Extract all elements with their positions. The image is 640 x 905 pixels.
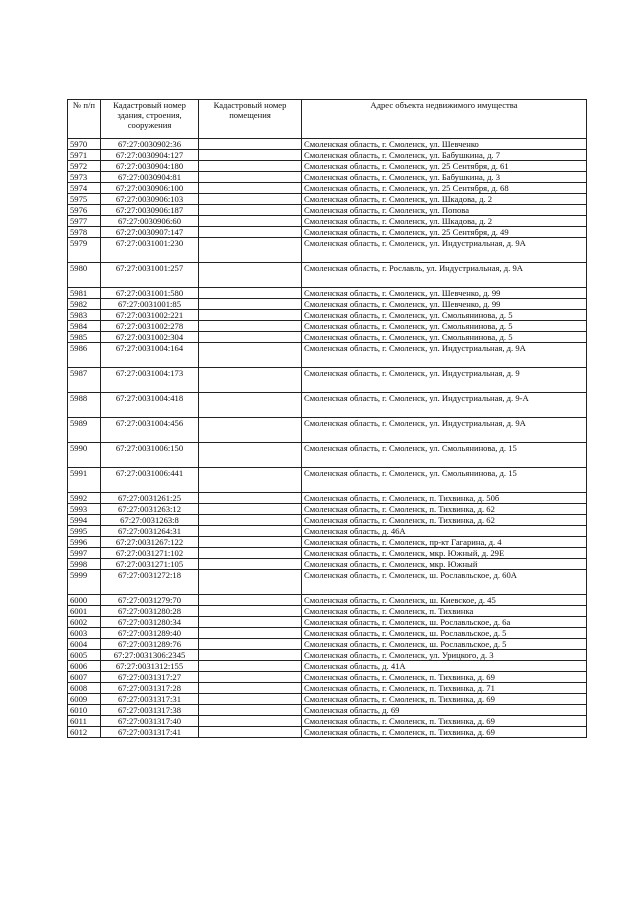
table-row xyxy=(68,238,587,263)
row-number: 5985 xyxy=(68,332,101,343)
cadastral-room-number xyxy=(199,418,302,443)
header-num: № п/п xyxy=(68,100,101,139)
row-number: 5995 xyxy=(68,526,101,537)
cadastral-room-number xyxy=(199,172,302,183)
table-row xyxy=(68,332,587,343)
cadastral-room-number xyxy=(199,727,302,738)
cadastral-building-number: 67:27:0031272:18 xyxy=(101,570,199,595)
cadastral-room-number xyxy=(199,238,302,263)
object-address: Смоленская область, г. Смоленск, ул. Бабушкина, д. 7 xyxy=(302,150,587,161)
object-address: Смоленская область, г. Смоленск, ул. Индустриальная, д. 9А xyxy=(302,418,587,443)
row-number: 5998 xyxy=(68,559,101,570)
cadastral-building-number: 67:27:0031280:34 xyxy=(101,617,199,628)
object-address: Смоленская область, г. Смоленск, ул. Смольянинова, д. 5 xyxy=(302,321,587,332)
cadastral-building-number: 67:27:0031271:105 xyxy=(101,559,199,570)
row-number: 5975 xyxy=(68,194,101,205)
cadastral-building-number: 67:27:0031004:456 xyxy=(101,418,199,443)
cadastral-building-number: 67:27:0030902:36 xyxy=(101,139,199,150)
cadastral-room-number xyxy=(199,515,302,526)
object-address: Смоленская область, г. Смоленск, п. Тихвинка, д. 69 xyxy=(302,672,587,683)
row-number: 5986 xyxy=(68,343,101,368)
cadastral-room-number xyxy=(199,194,302,205)
cadastral-building-number: 67:27:0031306:2345 xyxy=(101,650,199,661)
cadastral-building-number: 67:27:0031317:28 xyxy=(101,683,199,694)
cadastral-building-number: 67:27:0030904:127 xyxy=(101,150,199,161)
object-address: Смоленская область, г. Смоленск, ул. Бабушкина, д. 3 xyxy=(302,172,587,183)
table-row xyxy=(68,727,587,738)
cadastral-building-number: 67:27:0031004:418 xyxy=(101,393,199,418)
row-number: 6011 xyxy=(68,716,101,727)
cadastral-building-number: 67:27:0030906:187 xyxy=(101,205,199,216)
cadastral-building-number: 67:27:0031263:8 xyxy=(101,515,199,526)
row-number: 5978 xyxy=(68,227,101,238)
table-row xyxy=(68,161,587,172)
table-row xyxy=(68,343,587,368)
row-number: 5988 xyxy=(68,393,101,418)
row-number: 5973 xyxy=(68,172,101,183)
cadastral-building-number: 67:27:0031002:304 xyxy=(101,332,199,343)
cadastral-building-number: 67:27:0031001:257 xyxy=(101,263,199,288)
table-row xyxy=(68,393,587,418)
object-address: Смоленская область, г. Смоленск, ул. 25 Сентября, д. 61 xyxy=(302,161,587,172)
cadastral-room-number xyxy=(199,628,302,639)
row-number: 5990 xyxy=(68,443,101,468)
cadastral-room-number xyxy=(199,321,302,332)
row-number: 5981 xyxy=(68,288,101,299)
table-row xyxy=(68,183,587,194)
table-row xyxy=(68,493,587,504)
table-row xyxy=(68,515,587,526)
cadastral-building-number: 67:27:0030906:60 xyxy=(101,216,199,227)
row-number: 5999 xyxy=(68,570,101,595)
object-address: Смоленская область, г. Смоленск, ул. Индустриальная, д. 9А xyxy=(302,343,587,368)
row-number: 5972 xyxy=(68,161,101,172)
cadastral-room-number xyxy=(199,368,302,393)
table-row xyxy=(68,570,587,595)
cadastral-room-number xyxy=(199,139,302,150)
cadastral-building-number: 67:27:0031001:85 xyxy=(101,299,199,310)
cadastral-building-number: 67:27:0031317:38 xyxy=(101,705,199,716)
cadastral-room-number xyxy=(199,650,302,661)
object-address: Смоленская область, г. Смоленск, ул. 25 Сентября, д. 49 xyxy=(302,227,587,238)
row-number: 5983 xyxy=(68,310,101,321)
cadastral-room-number xyxy=(199,332,302,343)
object-address: Смоленская область, г. Смоленск, п. Тихвинка, д. 69 xyxy=(302,716,587,727)
object-address: Смоленская область, г. Смоленск, ул. Попова xyxy=(302,205,587,216)
cadastral-building-number: 67:27:0031264:31 xyxy=(101,526,199,537)
object-address: Смоленская область, г. Смоленск, ш. Рославльское, д. 5 xyxy=(302,628,587,639)
cadastral-building-number: 67:27:0031312:155 xyxy=(101,661,199,672)
cadastral-room-number xyxy=(199,716,302,727)
cadastral-room-number xyxy=(199,504,302,515)
table-row xyxy=(68,172,587,183)
object-address: Смоленская область, г. Смоленск, ул. Индустриальная, д. 9А xyxy=(302,238,587,263)
cadastral-building-number: 67:27:0030904:81 xyxy=(101,172,199,183)
row-number: 5980 xyxy=(68,263,101,288)
table-row xyxy=(68,606,587,617)
object-address: Смоленская область, г. Смоленск, ул. Шевченко, д. 99 xyxy=(302,299,587,310)
table-row xyxy=(68,559,587,570)
cadastral-room-number xyxy=(199,617,302,628)
cadastral-building-number: 67:27:0030906:100 xyxy=(101,183,199,194)
row-number: 6004 xyxy=(68,639,101,650)
cadastral-building-number: 67:27:0031004:164 xyxy=(101,343,199,368)
table-row xyxy=(68,526,587,537)
cadastral-room-number xyxy=(199,310,302,321)
row-number: 5976 xyxy=(68,205,101,216)
table-row xyxy=(68,443,587,468)
row-number: 6012 xyxy=(68,727,101,738)
object-address: Смоленская область, г. Рославль, ул. Индустриальная, д. 9А xyxy=(302,263,587,288)
cadastral-room-number xyxy=(199,263,302,288)
table-row xyxy=(68,537,587,548)
row-number: 5984 xyxy=(68,321,101,332)
cadastral-building-number: 67:27:0031271:102 xyxy=(101,548,199,559)
object-address: Смоленская область, г. Смоленск, ул. Смольянинова, д. 5 xyxy=(302,332,587,343)
table-row xyxy=(68,368,587,393)
object-address: Смоленская область, г. Смоленск, ш. Рославльское, д. 60А xyxy=(302,570,587,595)
row-number: 5971 xyxy=(68,150,101,161)
cadastral-room-number xyxy=(199,343,302,368)
table-row xyxy=(68,705,587,716)
cadastral-building-number: 67:27:0030906:103 xyxy=(101,194,199,205)
table-row xyxy=(68,288,587,299)
cadastral-building-number: 67:27:0031261:25 xyxy=(101,493,199,504)
object-address: Смоленская область, г. Смоленск, п. Тихвинка, д. 50б xyxy=(302,493,587,504)
cadastral-room-number xyxy=(199,672,302,683)
cadastral-room-number xyxy=(199,595,302,606)
cadastral-building-number: 67:27:0030907:147 xyxy=(101,227,199,238)
table-row xyxy=(68,694,587,705)
row-number: 5997 xyxy=(68,548,101,559)
cadastral-room-number xyxy=(199,216,302,227)
object-address: Смоленская область, г. Смоленск, ул. Смольянинова, д. 15 xyxy=(302,443,587,468)
table-row xyxy=(68,716,587,727)
object-address: Смоленская область, г. Смоленск, ул. Шкадова, д. 2 xyxy=(302,194,587,205)
row-number: 5989 xyxy=(68,418,101,443)
row-number: 6002 xyxy=(68,617,101,628)
object-address: Смоленская область, г. Смоленск, ул. Шевченко xyxy=(302,139,587,150)
header-cadastral-room: Кадастровый номер помещения xyxy=(199,100,302,139)
row-number: 6006 xyxy=(68,661,101,672)
object-address: Смоленская область, г. Смоленск, ш. Рославльское, д. 5 xyxy=(302,639,587,650)
cadastral-building-number: 67:27:0031002:278 xyxy=(101,321,199,332)
cadastral-building-number: 67:27:0031263:12 xyxy=(101,504,199,515)
cadastral-room-number xyxy=(199,299,302,310)
cadastral-room-number xyxy=(199,227,302,238)
cadastral-room-number xyxy=(199,548,302,559)
object-address: Смоленская область, г. Смоленск, ул. Шкадова, д. 2 xyxy=(302,216,587,227)
object-address: Смоленская область, г. Смоленск, п. Тихвинка, д. 71 xyxy=(302,683,587,694)
object-address: Смоленская область, г. Смоленск, ш. Рославльское, д. 6а xyxy=(302,617,587,628)
row-number: 5977 xyxy=(68,216,101,227)
row-number: 5996 xyxy=(68,537,101,548)
header-address: Адрес объекта недвижимого имущества xyxy=(302,100,587,139)
row-number: 5982 xyxy=(68,299,101,310)
object-address: Смоленская область, г. Смоленск, п. Тихвинка xyxy=(302,606,587,617)
table-row xyxy=(68,617,587,628)
object-address: Смоленская область, г. Смоленск, ул. Смольянинова, д. 5 xyxy=(302,310,587,321)
cadastral-building-number: 67:27:0031006:150 xyxy=(101,443,199,468)
table-row xyxy=(68,639,587,650)
table-row xyxy=(68,299,587,310)
table-row xyxy=(68,139,587,150)
header-row xyxy=(68,100,587,139)
table-body xyxy=(68,139,587,738)
object-address: Смоленская область, г. Смоленск, ул. Смольянинова, д. 15 xyxy=(302,468,587,493)
table-row xyxy=(68,418,587,443)
cadastral-room-number xyxy=(199,570,302,595)
cadastral-room-number xyxy=(199,205,302,216)
object-address: Смоленская область, д. 69 xyxy=(302,705,587,716)
cadastral-building-number: 67:27:0031317:41 xyxy=(101,727,199,738)
object-address: Смоленская область, д. 46А xyxy=(302,526,587,537)
row-number: 5970 xyxy=(68,139,101,150)
object-address: Смоленская область, г. Смоленск, п. Тихвинка, д. 69 xyxy=(302,727,587,738)
table-row xyxy=(68,216,587,227)
cadastral-room-number xyxy=(199,493,302,504)
table-row xyxy=(68,310,587,321)
row-number: 6009 xyxy=(68,694,101,705)
table-row xyxy=(68,548,587,559)
cadastral-room-number xyxy=(199,559,302,570)
cadastral-room-number xyxy=(199,683,302,694)
table-row xyxy=(68,683,587,694)
cadastral-room-number xyxy=(199,393,302,418)
cadastral-building-number: 67:27:0031289:76 xyxy=(101,639,199,650)
cadastral-room-number xyxy=(199,537,302,548)
cadastral-room-number xyxy=(199,639,302,650)
cadastral-building-number: 67:27:0030904:180 xyxy=(101,161,199,172)
cadastral-room-number xyxy=(199,606,302,617)
cadastral-building-number: 67:27:0031279:70 xyxy=(101,595,199,606)
object-address: Смоленская область, г. Смоленск, п. Тихвинка, д. 62 xyxy=(302,515,587,526)
cadastral-room-number xyxy=(199,661,302,672)
table-row xyxy=(68,321,587,332)
cadastral-building-number: 67:27:0031001:580 xyxy=(101,288,199,299)
table-row xyxy=(68,661,587,672)
table-row xyxy=(68,468,587,493)
row-number: 5992 xyxy=(68,493,101,504)
table-row xyxy=(68,205,587,216)
cadastral-room-number xyxy=(199,183,302,194)
row-number: 5991 xyxy=(68,468,101,493)
cadastral-building-number: 67:27:0031289:40 xyxy=(101,628,199,639)
registry-table xyxy=(67,99,587,738)
object-address: Смоленская область, г. Смоленск, пр-кт Гагарина, д. 4 xyxy=(302,537,587,548)
row-number: 5974 xyxy=(68,183,101,194)
cadastral-room-number xyxy=(199,705,302,716)
row-number: 6003 xyxy=(68,628,101,639)
table-row xyxy=(68,628,587,639)
table-row xyxy=(68,504,587,515)
object-address: Смоленская область, г. Смоленск, п. Тихвинка, д. 62 xyxy=(302,504,587,515)
cadastral-room-number xyxy=(199,694,302,705)
cadastral-building-number: 67:27:0031001:230 xyxy=(101,238,199,263)
row-number: 6008 xyxy=(68,683,101,694)
object-address: Смоленская область, г. Смоленск, ул. 25 Сентября, д. 68 xyxy=(302,183,587,194)
cadastral-building-number: 67:27:0031002:221 xyxy=(101,310,199,321)
row-number: 6000 xyxy=(68,595,101,606)
cadastral-room-number xyxy=(199,468,302,493)
cadastral-building-number: 67:27:0031317:27 xyxy=(101,672,199,683)
row-number: 5994 xyxy=(68,515,101,526)
header-cadastral-building: Кадастровый номер здания, строения, сооружения xyxy=(101,100,199,139)
cadastral-building-number: 67:27:0031317:31 xyxy=(101,694,199,705)
cadastral-room-number xyxy=(199,443,302,468)
table-row xyxy=(68,194,587,205)
cadastral-building-number: 67:27:0031004:173 xyxy=(101,368,199,393)
object-address: Смоленская область, г. Смоленск, ш. Киевское, д. 45 xyxy=(302,595,587,606)
row-number: 6007 xyxy=(68,672,101,683)
object-address: Смоленская область, г. Смоленск, мкр. Южный xyxy=(302,559,587,570)
row-number: 6001 xyxy=(68,606,101,617)
cadastral-building-number: 67:27:0031267:122 xyxy=(101,537,199,548)
cadastral-room-number xyxy=(199,161,302,172)
object-address: Смоленская область, г. Смоленск, ул. Индустриальная, д. 9-А xyxy=(302,393,587,418)
row-number: 6010 xyxy=(68,705,101,716)
row-number: 5987 xyxy=(68,368,101,393)
cadastral-room-number xyxy=(199,526,302,537)
row-number: 5993 xyxy=(68,504,101,515)
cadastral-building-number: 67:27:0031317:40 xyxy=(101,716,199,727)
object-address: Смоленская область, д. 41А xyxy=(302,661,587,672)
table-row xyxy=(68,650,587,661)
table-row xyxy=(68,227,587,238)
table-row xyxy=(68,595,587,606)
cadastral-room-number xyxy=(199,288,302,299)
object-address: Смоленская область, г. Смоленск, ул. Шевченко, д. 99 xyxy=(302,288,587,299)
table-row xyxy=(68,263,587,288)
table-row xyxy=(68,672,587,683)
object-address: Смоленская область, г. Смоленск, ул. Урицкого, д. 3 xyxy=(302,650,587,661)
object-address: Смоленская область, г. Смоленск, п. Тихвинка, д. 69 xyxy=(302,694,587,705)
cadastral-building-number: 67:27:0031280:28 xyxy=(101,606,199,617)
row-number: 5979 xyxy=(68,238,101,263)
cadastral-building-number: 67:27:0031006:441 xyxy=(101,468,199,493)
table-row xyxy=(68,150,587,161)
object-address: Смоленская область, г. Смоленск, мкр. Южный, д. 29Е xyxy=(302,548,587,559)
row-number: 6005 xyxy=(68,650,101,661)
cadastral-room-number xyxy=(199,150,302,161)
object-address: Смоленская область, г. Смоленск, ул. Индустриальная, д. 9 xyxy=(302,368,587,393)
